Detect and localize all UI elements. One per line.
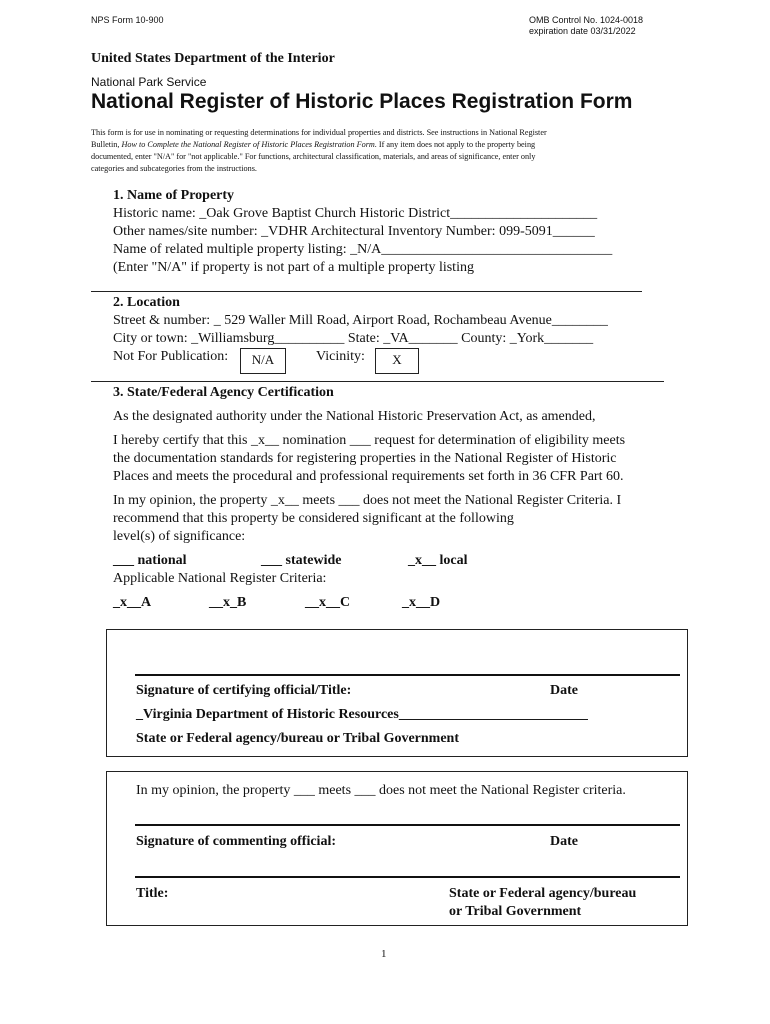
commenting-date-label: Date [550,834,578,849]
criterion-c[interactable]: __x__C [305,595,351,610]
city-state-county-field[interactable]: City or town: _Williamsburg__________ State: _VA_______ County: _York_______ [113,331,594,346]
intro-line-2 [91,139,691,151]
other-names-field[interactable]: Other names/site number: _VDHR Architectural Inventory Number: 099-5091______ [113,224,595,239]
certifying-agency-label: State or Federal agency/bureau or Tribal Government [136,731,460,746]
certifying-agency-name[interactable]: _Virginia Department of Historic Resources___________________________ [136,707,588,722]
certifying-signature-label: Signature of certifying official/Title: [136,683,352,698]
intro-line-3: documented, enter "N/A" for "not applicable." For functions, architectural classification, materials, and areas of significance, enter only [91,152,536,161]
commenting-opinion: In my opinion, the property ___ meets ___ does not meet the National Register criteria. [136,783,626,798]
certifying-date-label: Date [550,683,578,698]
intro-text [91,127,691,175]
section-1-heading: 1. Name of Property [113,188,235,203]
criterion-a[interactable]: _x__A [113,595,152,610]
commenting-title-line[interactable] [135,876,680,878]
opinion-line-3: level(s) of significance: [113,529,246,544]
intro-line-1: This form is for use in nominating or requesting determinations for individual properties and districts. See instructions in National Register [91,128,547,137]
vicinity-box[interactable]: X [375,348,419,374]
expiration-date: expiration date 03/31/2022 [529,26,636,36]
criteria-label: Applicable National Register Criteria: [113,571,327,586]
section-3-heading: 3. State/Federal Agency Certification [113,385,334,400]
certify-line-3: Places and meets the procedural and professional requirements set forth in 36 CFR Part 60. [113,469,624,484]
section-divider [91,291,642,292]
agency-name: National Park Service [91,75,207,89]
section-2-heading: 2. Location [113,295,180,310]
na-note: (Enter "N/A" if property is not part of a multiple property listing [113,260,474,275]
intro-line-4: categories and subcategories from the instructions. [91,164,257,173]
form-number: NPS Form 10-900 [91,15,164,25]
page-number: 1 [381,948,387,960]
section-divider [91,381,664,382]
intro-bulletin-title: How to Complete the National Register of Historic Places Registration Form. [121,140,377,149]
vicinity-label: Vicinity: [316,349,365,364]
commenting-title-label: Title: [136,886,169,901]
level-statewide[interactable]: ___ statewide [261,553,342,568]
criterion-d[interactable]: _x__D [402,595,441,610]
certify-line-2: the documentation standards for registering properties in the National Register of Historic [113,451,617,466]
opinion-line-1: In my opinion, the property _x__ meets ___ does not meet the National Register Criteria. I [113,493,622,508]
street-number-field[interactable]: Street & number: _ 529 Waller Mill Road, Airport Road, Rochambeau Avenue________ [113,313,608,328]
signature-line[interactable] [135,674,680,676]
certify-line-1: I hereby certify that this _x__ nomination ___ request for determination of eligibility meets [113,433,626,448]
level-national[interactable]: ___ national [113,553,187,568]
intro-line-2-post: If any item does not apply to the property being [376,140,536,149]
level-local[interactable]: _x__ local [408,553,468,568]
not-for-publication-label: Not For Publication: [113,349,229,364]
omb-control-number: OMB Control No. 1024-0018 [529,15,644,25]
authority-text: As the designated authority under the National Historic Preservation Act, as amended, [113,409,596,424]
commenting-signature-label: Signature of commenting official: [136,834,336,849]
commenting-signature-line[interactable] [135,824,680,826]
form-title: National Register of Historic Places Registration Form [91,90,633,113]
historic-name-field[interactable]: Historic name: _Oak Grove Baptist Church Historic District_____________________ [113,206,598,221]
related-listing-field[interactable]: Name of related multiple property listing: _N/A_________________________________ [113,242,613,257]
commenting-agency-label-1: State or Federal agency/bureau [449,886,637,901]
criterion-b[interactable]: __x_B [209,595,247,610]
intro-line-2-pre: Bulletin, [91,140,122,149]
opinion-line-2: recommend that this property be considered significant at the following [113,511,514,526]
not-for-publication-box[interactable]: N/A [240,348,286,374]
commenting-agency-label-2: or Tribal Government [449,904,582,919]
department-name: United States Department of the Interior [91,51,335,66]
